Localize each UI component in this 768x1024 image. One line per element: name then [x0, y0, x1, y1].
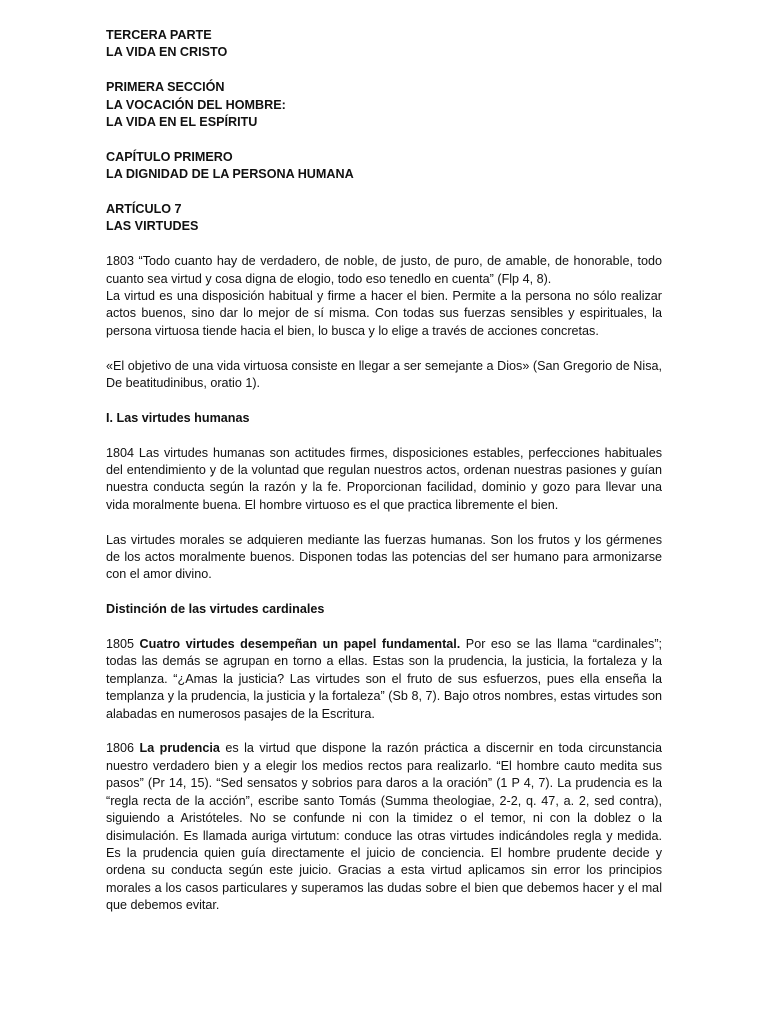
chapter-label: CAPÍTULO PRIMERO [106, 149, 233, 164]
paragraph-1803-definition: La virtud es una disposición habitual y firme a hacer el bien. Permite a la persona no sólo realizar actos buenos, sino dar lo mejor de sí misma. Con todas sus fuerzas sensibles y espirituales, la persona virtuosa tiende hacia el bien, lo busca y lo elige a través de acciones concretas. [106, 289, 662, 338]
paragraph-1806-body: es la virtud que dispone la razón práctica a discernir en toda circunstancia nuestro verdadero bien y a elegir los medios rectos para realizarlo. “El hombre cauto medita sus pasos” (Pr 14, 15). “Sed sensatos y sobrios para daros a la oración” (1 P 4, 7). La prudencia es la “regla recta de la acción”, escribe santo Tomás (Summa theologiae, 2-2, q. 47, a. 2, sed contra), siguiendo a Aristóteles. No se confunde ni con la timidez o el temor, ni con la doblez o la disimulación. Es llamada auriga virtutum: conduce las otras virtudes indicándoles regla y medida. Es la prudencia quien guía directamente el juicio de conciencia. El hombre prudente decide y ordena su conducta según este juicio. Gracias a esta virtud aplicamos sin error los principios morales a los casos particulares y superamos las dudas sobre el bien que debemos hacer y el mal que debemos evitar. [106, 741, 662, 913]
chapter-heading [106, 149, 662, 184]
part-title: LA VIDA EN CRISTO [106, 45, 228, 60]
section-title-line-2: LA VIDA EN EL ESPÍRITU [106, 115, 258, 130]
article-title: LAS VIRTUDES [106, 219, 199, 234]
part-label: TERCERA PARTE [106, 28, 212, 42]
section-label: PRIMERA SECCIÓN [106, 80, 225, 95]
paragraph-virtudes-morales: Las virtudes morales se adquieren mediante las fuerzas humanas. Son los frutos y los gérmenes de los actos moralmente buenos. Disponen todas las potencias del ser humano para armonizarse con el amor divino. [106, 532, 662, 582]
section-heading [106, 79, 662, 131]
paragraph-1805-bold-lead: Cuatro virtudes desempeñan un papel fundamental. [139, 637, 461, 652]
paragraph-1803-quote: 1803 “Todo cuanto hay de verdadero, de noble, de justo, de puro, de amable, de honorable, todo cuanto sea virtud y cosa digna de elogio, todo eso tenedlo en cuenta” (Flp 4, 8). [106, 254, 662, 286]
subsection-title-virtudes-cardinales: Distinción de las virtudes cardinales [106, 602, 325, 617]
paragraph-1805-number: 1805 [106, 637, 135, 652]
chapter-title: LA DIGNIDAD DE LA PERSONA HUMANA [106, 167, 354, 182]
paragraph-1804: 1804 Las virtudes humanas son actitudes firmes, disposiciones estables, perfecciones habituales del entendimiento y de la voluntad que regulan nuestros actos, ordenan nuestras pasiones y guían nuestra conducta según la razón y la fe. Proporcionan facilidad, dominio y gozo para llevar una vida moralmente buena. El hombre virtuoso es el que practica libremente el bien. [106, 445, 662, 512]
paragraph-1806-bold-lead: La prudencia [139, 741, 220, 756]
section-title-line-1: LA VOCACIÓN DEL HOMBRE: [106, 97, 286, 112]
paragraph-1805-body: Por eso se las llama “cardinales”; todas las demás se agrupan en torno a ellas. Estas son la prudencia, la justicia, la fortaleza y la templanza. “¿Amas la justicia? Las virtudes son el fruto de sus esfuerzos, pues ella enseña la templanza y la prudencia, la justicia y la fortaleza” (Sb 8, 7). Bajo otros nombres, estas virtudes son alabadas en numerosos pasajes de la Escritura. [106, 637, 663, 721]
part-heading [106, 27, 662, 62]
paragraph-gregorio-quote: «El objetivo de una vida virtuosa consiste en llegar a ser semejante a Dios» (San Gregorio de Nisa, De beatitudinibus, oratio 1). [106, 358, 662, 391]
article-heading [106, 201, 662, 236]
document-page [106, 27, 662, 915]
paragraph-1806-number: 1806 [106, 741, 135, 756]
paragraph-1806 [106, 740, 662, 914]
subsection-title-virtudes-humanas: I. Las virtudes humanas [106, 410, 250, 425]
paragraph-1805 [106, 636, 662, 723]
article-label: ARTÍCULO 7 [106, 202, 182, 217]
